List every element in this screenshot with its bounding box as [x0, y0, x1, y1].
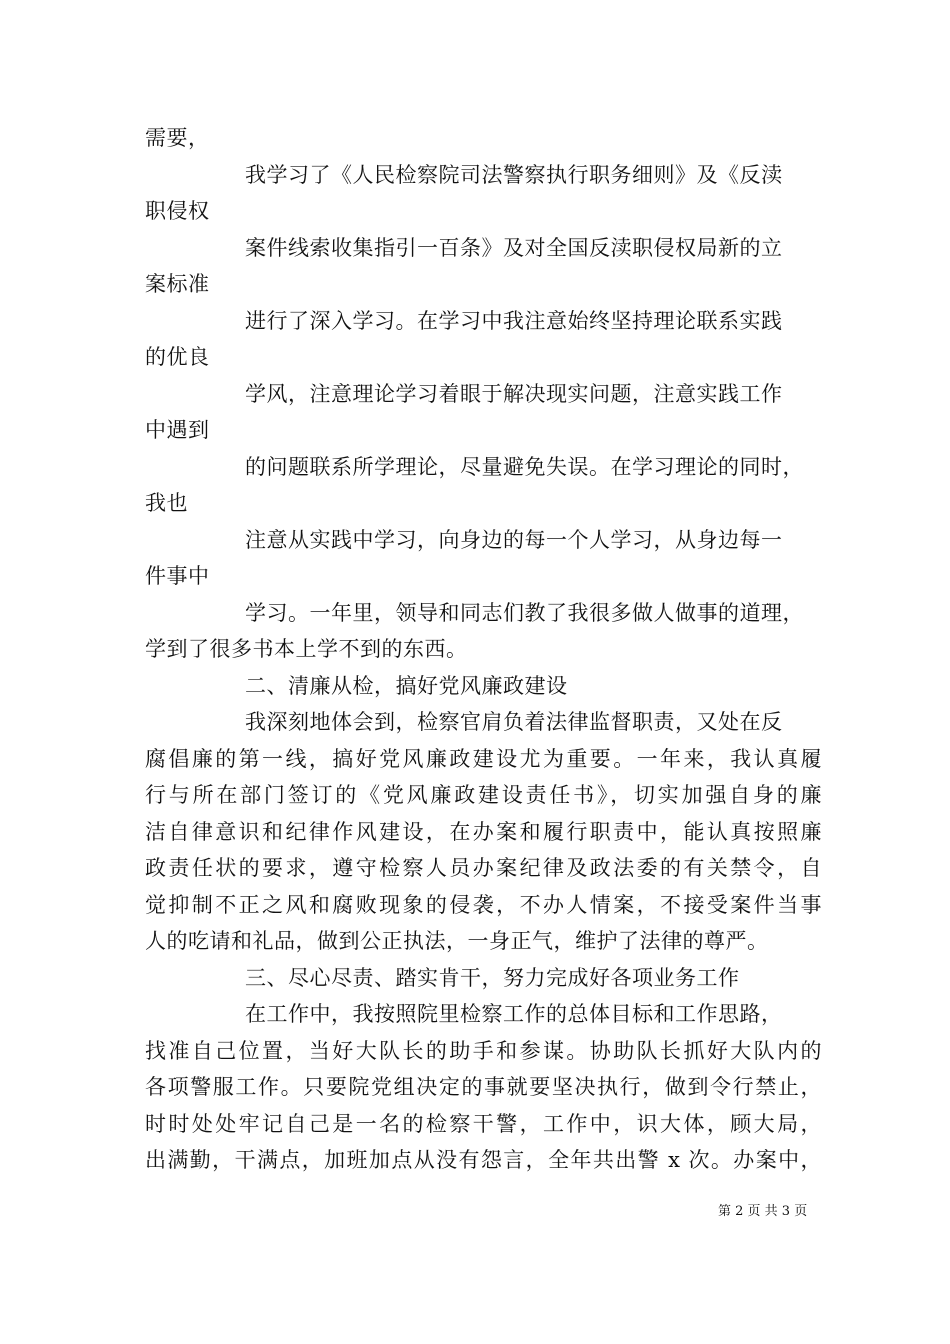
page-number: 第 2 页 共 3 页 [718, 1204, 808, 1219]
text-line: 中遇到 [145, 418, 210, 442]
text-line: 职侵权 [145, 199, 210, 223]
text-line: 行与所在部门签订的《党风廉政建设责任书》，切实加强自身的廉 [145, 783, 822, 807]
text-line: 人的吃请和礼品，做到公正执法，一身正气，维护了法律的尊严。 [145, 929, 769, 953]
text-line: 腐倡廉的第一线，搞好党风廉政建设尤为重要。一年来，我认真履 [145, 747, 822, 771]
section-heading: 三、尽心尽责、踏实肯干，努力完成好各项业务工作 [245, 966, 740, 990]
text-line: 出满勤，干满点，加班加点从没有怨言，全年共出警 x 次。办案中， [145, 1148, 822, 1172]
text-line: 件事中 [145, 564, 210, 588]
text-line: 觉抑制不正之风和腐败现象的侵袭，不办人情案，不接受案件当事 [145, 893, 822, 917]
text-line: 需要， [145, 126, 210, 150]
text-line: 我学习了《人民检察院司法警察执行职务细则》及《反渎 [245, 163, 783, 187]
text-line: 在工作中，我按照院里检察工作的总体目标和工作思路， [245, 1002, 783, 1026]
text-line: 我也 [145, 491, 188, 515]
section-heading: 二、清廉从检，搞好党风廉政建设 [245, 674, 568, 698]
text-line: 学风，注意理论学习着眼于解决现实问题，注意实践工作 [245, 382, 783, 406]
text-line: 的问题联系所学理论，尽量避免失误。在学习理论的同时， [245, 455, 804, 479]
text-line: 我深刻地体会到，检察官肩负着法律监督职责，又处在反 [245, 710, 783, 734]
text-line: 进行了深入学习。在学习中我注意始终坚持理论联系实践 [245, 309, 783, 333]
text-line: 找准自己位置，当好大队长的助手和参谋。协助队长抓好大队内的 [145, 1039, 822, 1063]
text-line: 政责任状的要求，遵守检察人员办案纪律及政法委的有关禁令，自 [145, 856, 822, 880]
text-line: 各项警服工作。只要院党组决定的事就要坚决执行，做到令行禁止， [145, 1075, 822, 1099]
text-line: 注意从实践中学习，向身边的每一个人学习，从身边每一 [245, 528, 783, 552]
text-line: 的优良 [145, 345, 210, 369]
text-line: 洁自律意识和纪律作风建设，在办案和履行职责中，能认真按照廉 [145, 820, 822, 844]
text-line: 学到了很多书本上学不到的东西。 [145, 637, 468, 661]
text-line: 案件线索收集指引一百条》及对全国反渎职侵权局新的立 [245, 236, 783, 260]
text-line: 学习。一年里，领导和同志们教了我很多做人做事的道理， [245, 601, 804, 625]
text-line: 案标准 [145, 272, 210, 296]
text-line: 时时处处牢记自己是一名的检察干警，工作中，识大体，顾大局， [145, 1112, 822, 1136]
